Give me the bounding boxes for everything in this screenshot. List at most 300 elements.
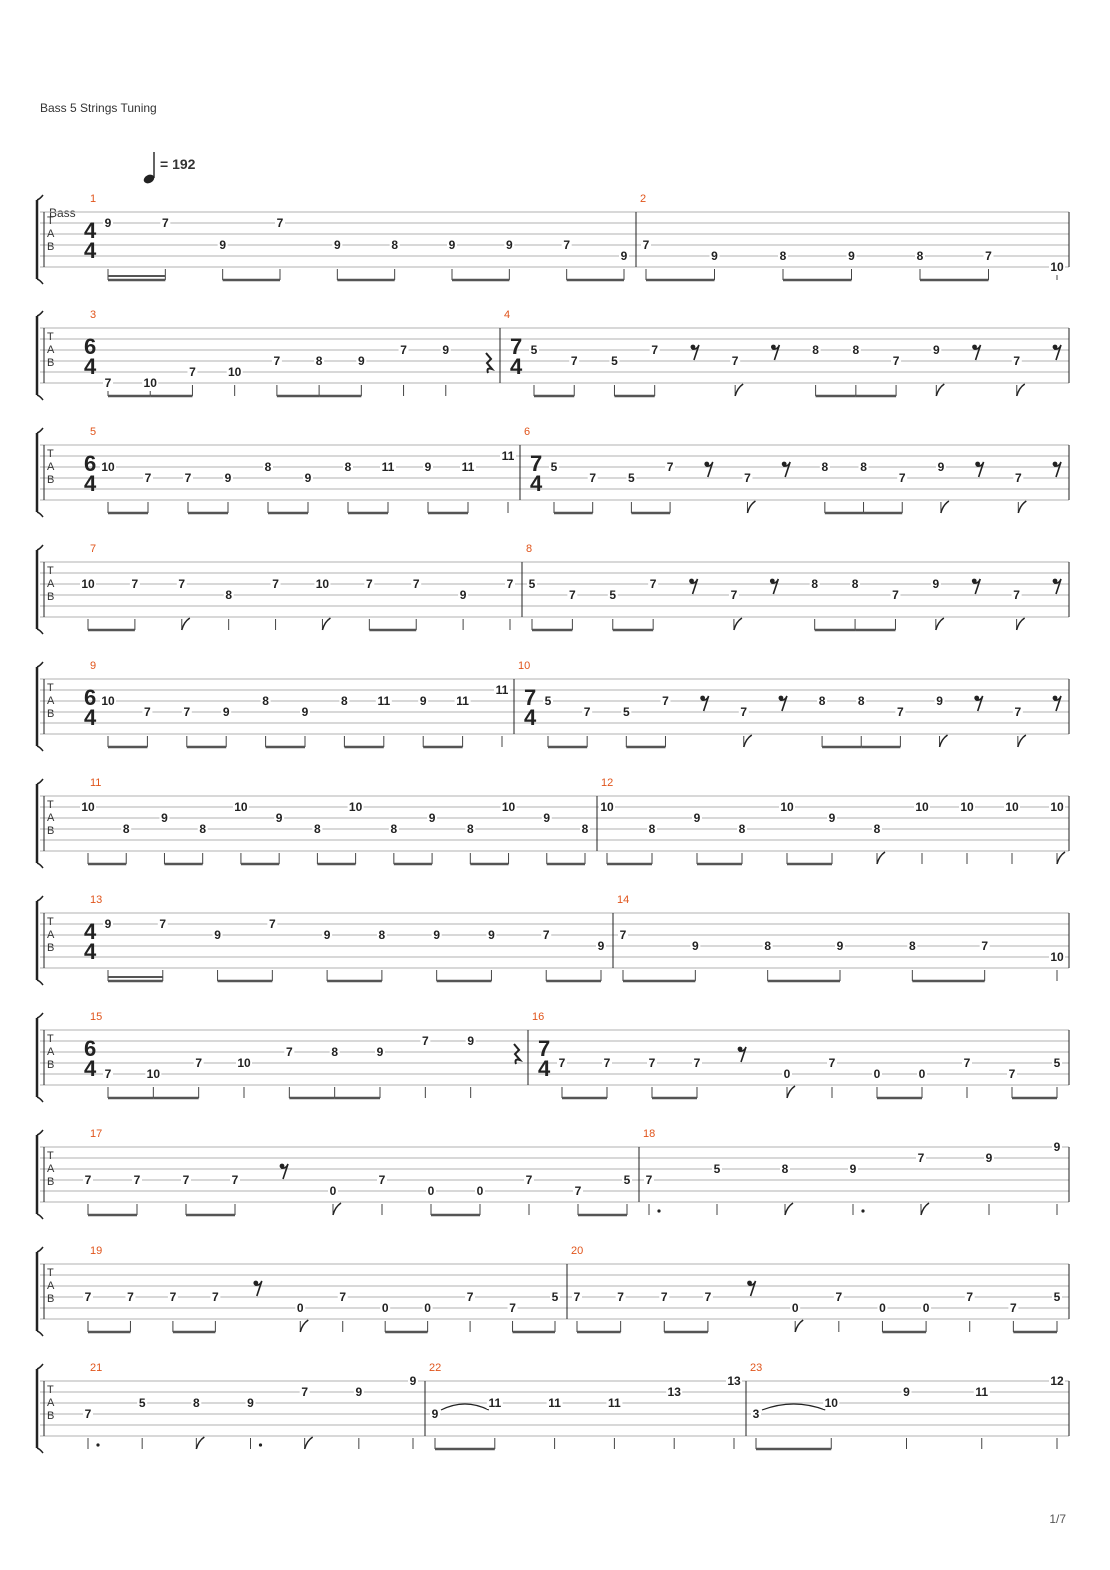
instrument-label: Bass — [49, 206, 76, 220]
eighth-flag — [735, 384, 743, 396]
fret-number: 9 — [849, 1162, 857, 1176]
fret-number: 8 — [262, 694, 269, 708]
fret-number: 10 — [501, 800, 516, 814]
dotted-note-dot — [96, 1443, 99, 1446]
tab-clef-letter: B — [47, 357, 55, 369]
fret-number: 11 — [461, 460, 475, 474]
measure-number: 14 — [617, 894, 630, 906]
eighth-flag — [877, 852, 885, 864]
fret-number: 9 — [419, 694, 427, 708]
fret-number: 0 — [476, 1184, 484, 1198]
fret-number: 0 — [922, 1301, 930, 1315]
fret-number: 7 — [744, 471, 751, 485]
fret-number: 7 — [400, 343, 407, 357]
fret-number: 5 — [138, 1396, 146, 1410]
measure-number: 12 — [601, 777, 614, 789]
fret-number: 7 — [642, 238, 650, 252]
fret-number: 0 — [381, 1301, 389, 1315]
fret-number: 7 — [412, 577, 420, 591]
fret-number: 5 — [544, 694, 552, 708]
time-signature-denominator: 4 — [84, 1056, 97, 1081]
fret-number: 7 — [144, 705, 151, 719]
fret-number: 0 — [424, 1301, 431, 1315]
fret-number: 8 — [192, 1396, 200, 1410]
fret-number: 8 — [466, 822, 474, 836]
fret-number: 7 — [178, 577, 186, 591]
fret-number: 7 — [558, 1056, 566, 1070]
system-bracket-hook — [37, 512, 43, 517]
eighth-flag — [182, 618, 190, 630]
fret-number: 8 — [851, 577, 859, 591]
tuning-label: Bass 5 Strings Tuning — [40, 101, 157, 115]
fret-number: 7 — [421, 1034, 429, 1048]
time-signature-denominator: 4 — [84, 705, 97, 730]
measure-number: 17 — [90, 1128, 103, 1140]
fret-number: 7 — [603, 1056, 611, 1070]
fret-number: 8 — [811, 577, 819, 591]
fret-number: 9 — [428, 811, 436, 825]
fret-number: 7 — [649, 577, 657, 591]
tab-clef-letter: T — [47, 1267, 54, 1279]
fret-number: 9 — [222, 705, 230, 719]
fret-number: 7 — [542, 928, 550, 942]
fret-number: 9 — [275, 811, 283, 825]
fret-number: 7 — [144, 471, 152, 485]
eighth-flag — [305, 1437, 313, 1449]
fret-number: 7 — [645, 1173, 653, 1187]
fret-number: 9 — [505, 238, 513, 252]
fret-number: 7 — [892, 588, 899, 602]
fret-number: 8 — [779, 249, 787, 263]
fret-number: 11 — [495, 683, 509, 697]
fret-number: 8 — [812, 343, 819, 357]
eighth-flag — [1017, 618, 1025, 630]
fret-number: 7 — [892, 354, 900, 368]
fret-number: 8 — [391, 238, 399, 252]
measure-number: 4 — [504, 309, 511, 321]
measure-number: 7 — [90, 543, 97, 555]
eighth-flag — [333, 1203, 341, 1215]
eighth-flag — [936, 384, 944, 396]
fret-number: 9 — [323, 928, 331, 942]
tab-clef-letter: B — [47, 1176, 55, 1188]
fret-number: 9 — [219, 238, 227, 252]
eighth-flag — [196, 1437, 204, 1449]
tab-clef-letter: A — [47, 461, 55, 473]
fret-number: 7 — [195, 1056, 203, 1070]
system-bracket-hook — [37, 863, 43, 868]
fret-number: 11 — [501, 449, 515, 463]
system-bracket-hook — [37, 545, 43, 550]
fret-number: 7 — [835, 1290, 843, 1304]
eighth-flag — [1018, 501, 1026, 513]
fret-number: 7 — [966, 1290, 974, 1304]
fret-number: 9 — [355, 1385, 363, 1399]
fret-number: 0 — [918, 1067, 926, 1081]
dotted-note-dot — [861, 1209, 864, 1212]
measure-number: 19 — [90, 1245, 103, 1257]
tab-clef-letter: A — [47, 228, 55, 240]
measure-number: 3 — [90, 309, 97, 321]
time-signature-numerator: 6 — [84, 334, 97, 359]
fret-number: 8 — [122, 822, 130, 836]
system-bracket-hook — [37, 746, 43, 751]
fret-number: 7 — [285, 1045, 293, 1059]
tab-clef-letter: T — [47, 215, 54, 227]
fret-number: 10 — [960, 800, 974, 814]
tab-clef-letter: A — [47, 1046, 55, 1058]
fret-number: 7 — [301, 1385, 309, 1399]
fret-number: 7 — [183, 705, 191, 719]
fret-number: 9 — [543, 811, 551, 825]
measure-number: 20 — [571, 1245, 584, 1257]
tab-clef-letter: T — [47, 331, 54, 343]
tab-clef-letter: T — [47, 916, 54, 928]
eighth-flag — [940, 735, 948, 747]
fret-number: 9 — [224, 471, 232, 485]
fret-number: 9 — [691, 939, 699, 953]
fret-number: 5 — [528, 577, 536, 591]
time-signature-denominator: 4 — [84, 939, 97, 964]
eighth-flag — [300, 1320, 308, 1332]
fret-number: 0 — [879, 1301, 886, 1315]
system-bracket-hook — [37, 1364, 43, 1369]
tab-clef-letter: A — [47, 1397, 55, 1409]
fret-number: 5 — [1053, 1290, 1061, 1304]
fret-number: 7 — [583, 705, 591, 719]
fret-number: 9 — [597, 939, 605, 953]
fret-number: 9 — [903, 1385, 910, 1399]
time-signature-numerator: 6 — [84, 685, 97, 710]
tab-clef-letter: B — [47, 241, 55, 253]
fret-number: 8 — [315, 354, 323, 368]
eighth-flag — [322, 618, 330, 630]
fret-number: 9 — [247, 1396, 254, 1410]
fret-number: 8 — [852, 343, 860, 357]
tab-clef-letter: T — [47, 682, 54, 694]
system-bracket-hook — [37, 779, 43, 784]
fret-number: 7 — [693, 1056, 701, 1070]
tie-arc — [762, 1404, 825, 1410]
fret-number: 9 — [376, 1045, 384, 1059]
fret-number: 8 — [264, 460, 272, 474]
tab-clef-letter: B — [47, 942, 55, 954]
fret-number: 7 — [268, 917, 276, 931]
fret-number: 9 — [828, 811, 836, 825]
fret-number: 8 — [344, 460, 352, 474]
measure-number: 10 — [518, 660, 531, 672]
fret-number: 8 — [331, 1045, 339, 1059]
fret-number: 11 — [975, 1385, 989, 1399]
measure-number: 5 — [90, 426, 97, 438]
measure-number: 15 — [90, 1011, 103, 1023]
fret-number: 7 — [169, 1290, 177, 1304]
fret-number: 7 — [740, 705, 748, 719]
fret-number: 10 — [824, 1396, 838, 1410]
fret-number: 7 — [509, 1301, 516, 1315]
fret-number: 7 — [730, 588, 738, 602]
fret-number: 8 — [857, 694, 865, 708]
tab-clef-letter: B — [47, 1410, 55, 1422]
tab-clef-letter: A — [47, 344, 55, 356]
tab-clef-letter: B — [47, 708, 55, 720]
fret-number: 9 — [459, 588, 467, 602]
fret-number: 9 — [937, 460, 945, 474]
fret-number: 7 — [563, 238, 571, 252]
dotted-note-dot — [657, 1209, 660, 1212]
fret-number: 8 — [738, 822, 746, 836]
fret-number: 9 — [932, 577, 940, 591]
dotted-note-dot — [259, 1443, 262, 1446]
fret-number: 7 — [133, 1173, 141, 1187]
fret-number: 8 — [764, 939, 772, 953]
time-signature-numerator: 7 — [524, 685, 537, 710]
tab-clef-letter: A — [47, 1163, 55, 1175]
fret-number: 8 — [860, 460, 867, 474]
fret-number: 7 — [619, 928, 627, 942]
eighth-flag — [1017, 384, 1025, 396]
fret-number: 7 — [84, 1407, 92, 1421]
fret-number: 7 — [648, 1056, 656, 1070]
system-bracket-hook — [37, 1097, 43, 1102]
fret-number: 9 — [431, 1407, 439, 1421]
fret-number: 7 — [273, 354, 281, 368]
fret-number: 10 — [237, 1056, 251, 1070]
system-bracket-hook — [37, 311, 43, 316]
fret-number: 0 — [783, 1067, 791, 1081]
fret-number: 7 — [161, 216, 169, 230]
measure-number: 2 — [640, 193, 647, 205]
system-bracket-hook — [37, 1331, 43, 1336]
measure-number: 21 — [90, 1362, 103, 1374]
eighth-flag — [787, 1086, 795, 1098]
fret-number: 7 — [339, 1290, 347, 1304]
fret-number: 8 — [916, 249, 924, 263]
fret-number: 0 — [427, 1184, 435, 1198]
time-signature-denominator: 4 — [524, 705, 537, 730]
tempo-value: = 192 — [160, 156, 196, 172]
tab-clef-letter: B — [47, 474, 55, 486]
fret-number: 10 — [1005, 800, 1019, 814]
fret-number: 8 — [818, 694, 826, 708]
fret-number: 5 — [609, 588, 617, 602]
fret-number: 7 — [1013, 588, 1020, 602]
fret-number: 7 — [1014, 471, 1022, 485]
fret-number: 0 — [329, 1184, 337, 1198]
fret-number: 0 — [791, 1301, 799, 1315]
fret-number: 10 — [234, 800, 248, 814]
fret-number: 10 — [81, 577, 95, 591]
eighth-flag — [795, 1320, 803, 1332]
fret-number: 9 — [433, 928, 441, 942]
fret-number: 5 — [550, 460, 558, 474]
fret-number: 7 — [131, 577, 139, 591]
fret-number: 13 — [727, 1374, 741, 1388]
fret-number: 7 — [84, 1173, 92, 1187]
fret-number: 10 — [600, 800, 614, 814]
tab-clef-letter: B — [47, 1293, 55, 1305]
fret-number: 8 — [199, 822, 207, 836]
fret-number: 7 — [1010, 1301, 1017, 1315]
tab-clef-letter: T — [47, 1384, 54, 1396]
fret-number: 7 — [662, 694, 669, 708]
fret-number: 9 — [932, 343, 940, 357]
system-bracket-hook — [37, 1130, 43, 1135]
tab-clef-letter: A — [47, 695, 55, 707]
fret-number: 7 — [506, 577, 514, 591]
fret-number: 7 — [897, 705, 904, 719]
tab-clef-letter: T — [47, 448, 54, 460]
fret-number: 7 — [651, 343, 659, 357]
time-signature-denominator: 4 — [84, 354, 97, 379]
fret-number: 9 — [1053, 1140, 1061, 1154]
measure-number: 18 — [643, 1128, 656, 1140]
eighth-flag — [1057, 852, 1065, 864]
fret-number: 9 — [836, 939, 844, 953]
fret-number: 7 — [570, 354, 578, 368]
fret-number: 0 — [873, 1067, 881, 1081]
fret-number: 7 — [378, 1173, 386, 1187]
fret-number: 9 — [409, 1374, 417, 1388]
system-bracket-hook — [37, 629, 43, 634]
fret-number: 7 — [963, 1056, 971, 1070]
fret-number: 9 — [848, 249, 855, 263]
fret-number: 8 — [581, 822, 589, 836]
time-signature-denominator: 4 — [84, 238, 97, 263]
system-bracket-hook — [37, 279, 43, 284]
fret-number: 5 — [611, 354, 618, 368]
fret-number: 11 — [456, 694, 469, 708]
fret-number: 7 — [127, 1290, 134, 1304]
fret-number: 7 — [365, 577, 373, 591]
fret-number: 9 — [161, 811, 168, 825]
system-bracket-hook — [37, 1214, 43, 1219]
fret-number: 7 — [666, 460, 674, 474]
eighth-flag — [747, 501, 755, 513]
fret-number: 13 — [667, 1385, 681, 1399]
measure-number: 23 — [750, 1362, 763, 1374]
measure-number: 13 — [90, 894, 103, 906]
fret-number: 5 — [628, 471, 635, 485]
eighth-flag — [785, 1203, 793, 1215]
fret-number: 7 — [589, 471, 597, 485]
system-bracket-hook — [37, 1448, 43, 1453]
fret-number: 9 — [467, 1034, 475, 1048]
system-bracket-hook — [37, 195, 43, 200]
fret-number: 9 — [333, 238, 341, 252]
time-signature-denominator: 4 — [530, 471, 543, 496]
fret-number: 9 — [214, 928, 221, 942]
measure-number: 6 — [524, 426, 531, 438]
system-bracket-hook — [37, 1013, 43, 1018]
eighth-flag — [734, 618, 742, 630]
fret-number: 0 — [296, 1301, 304, 1315]
measure-number: 16 — [532, 1011, 545, 1023]
tab-clef-letter: B — [47, 591, 55, 603]
fret-number: 7 — [182, 1173, 190, 1187]
fret-number: 7 — [985, 249, 992, 263]
fret-number: 10 — [915, 800, 929, 814]
system-bracket-hook — [37, 428, 43, 433]
fret-number: 3 — [752, 1407, 760, 1421]
tab-clef-letter: A — [47, 812, 55, 824]
tab-clef-letter: A — [47, 1280, 55, 1292]
measure-number: 22 — [429, 1362, 442, 1374]
fret-number: 10 — [146, 1067, 161, 1081]
fret-number: 7 — [272, 577, 279, 591]
fret-number: 5 — [530, 343, 538, 357]
tab-clef-letter: T — [47, 565, 54, 577]
fret-number: 5 — [1053, 1056, 1061, 1070]
tab-clef-letter: T — [47, 1150, 54, 1162]
tie-arc — [441, 1404, 489, 1410]
fret-number: 10 — [780, 800, 794, 814]
fret-number: 7 — [189, 365, 196, 379]
eighth-flag — [941, 501, 949, 513]
fret-number: 5 — [551, 1290, 559, 1304]
system-bracket-hook — [37, 980, 43, 985]
fret-number: 9 — [424, 460, 432, 474]
fret-number: 7 — [1013, 354, 1021, 368]
fret-number: 8 — [908, 939, 916, 953]
fret-number: 10 — [315, 577, 330, 591]
measure-number: 9 — [90, 660, 97, 672]
system-bracket-hook — [37, 1247, 43, 1252]
fret-number: 8 — [341, 694, 348, 708]
measure-number: 11 — [90, 777, 102, 789]
tab-clef-letter: T — [47, 1033, 54, 1045]
fret-number: 9 — [442, 343, 450, 357]
measure-number: 1 — [90, 193, 97, 205]
fret-number: 7 — [104, 376, 112, 390]
fret-number: 5 — [623, 1173, 631, 1187]
fret-number: 11 — [381, 460, 395, 474]
fret-number: 8 — [821, 460, 829, 474]
fret-number: 7 — [1014, 705, 1022, 719]
eighth-flag — [936, 618, 944, 630]
fret-number: 10 — [81, 800, 95, 814]
fret-number: 7 — [617, 1290, 624, 1304]
fret-number: 8 — [781, 1162, 789, 1176]
fret-number: 9 — [104, 917, 112, 931]
fret-number: 10 — [1050, 800, 1064, 814]
fret-number: 10 — [227, 365, 242, 379]
quarter-rest — [514, 1044, 520, 1064]
fret-number: 7 — [276, 216, 284, 230]
fret-number: 7 — [574, 1184, 582, 1198]
fret-number: 7 — [569, 588, 576, 602]
tab-clef-letter: A — [47, 578, 55, 590]
eighth-flag — [1018, 735, 1026, 747]
fret-number: 7 — [981, 939, 989, 953]
time-signature-denominator: 4 — [510, 354, 523, 379]
fret-number: 9 — [104, 216, 112, 230]
fret-number: 8 — [225, 588, 233, 602]
fret-number: 7 — [1008, 1067, 1016, 1081]
fret-number: 7 — [184, 471, 192, 485]
fret-number: 8 — [314, 822, 321, 836]
fret-number: 7 — [84, 1290, 92, 1304]
fret-number: 9 — [357, 354, 365, 368]
fret-number: 7 — [466, 1290, 474, 1304]
time-signature-numerator: 7 — [530, 451, 543, 476]
system-bracket-hook — [37, 896, 43, 901]
fret-number: 5 — [713, 1162, 721, 1176]
fret-number: 7 — [917, 1151, 925, 1165]
tab-clef-letter: B — [47, 825, 55, 837]
time-signature-numerator: 7 — [510, 334, 523, 359]
fret-number: 9 — [620, 249, 628, 263]
